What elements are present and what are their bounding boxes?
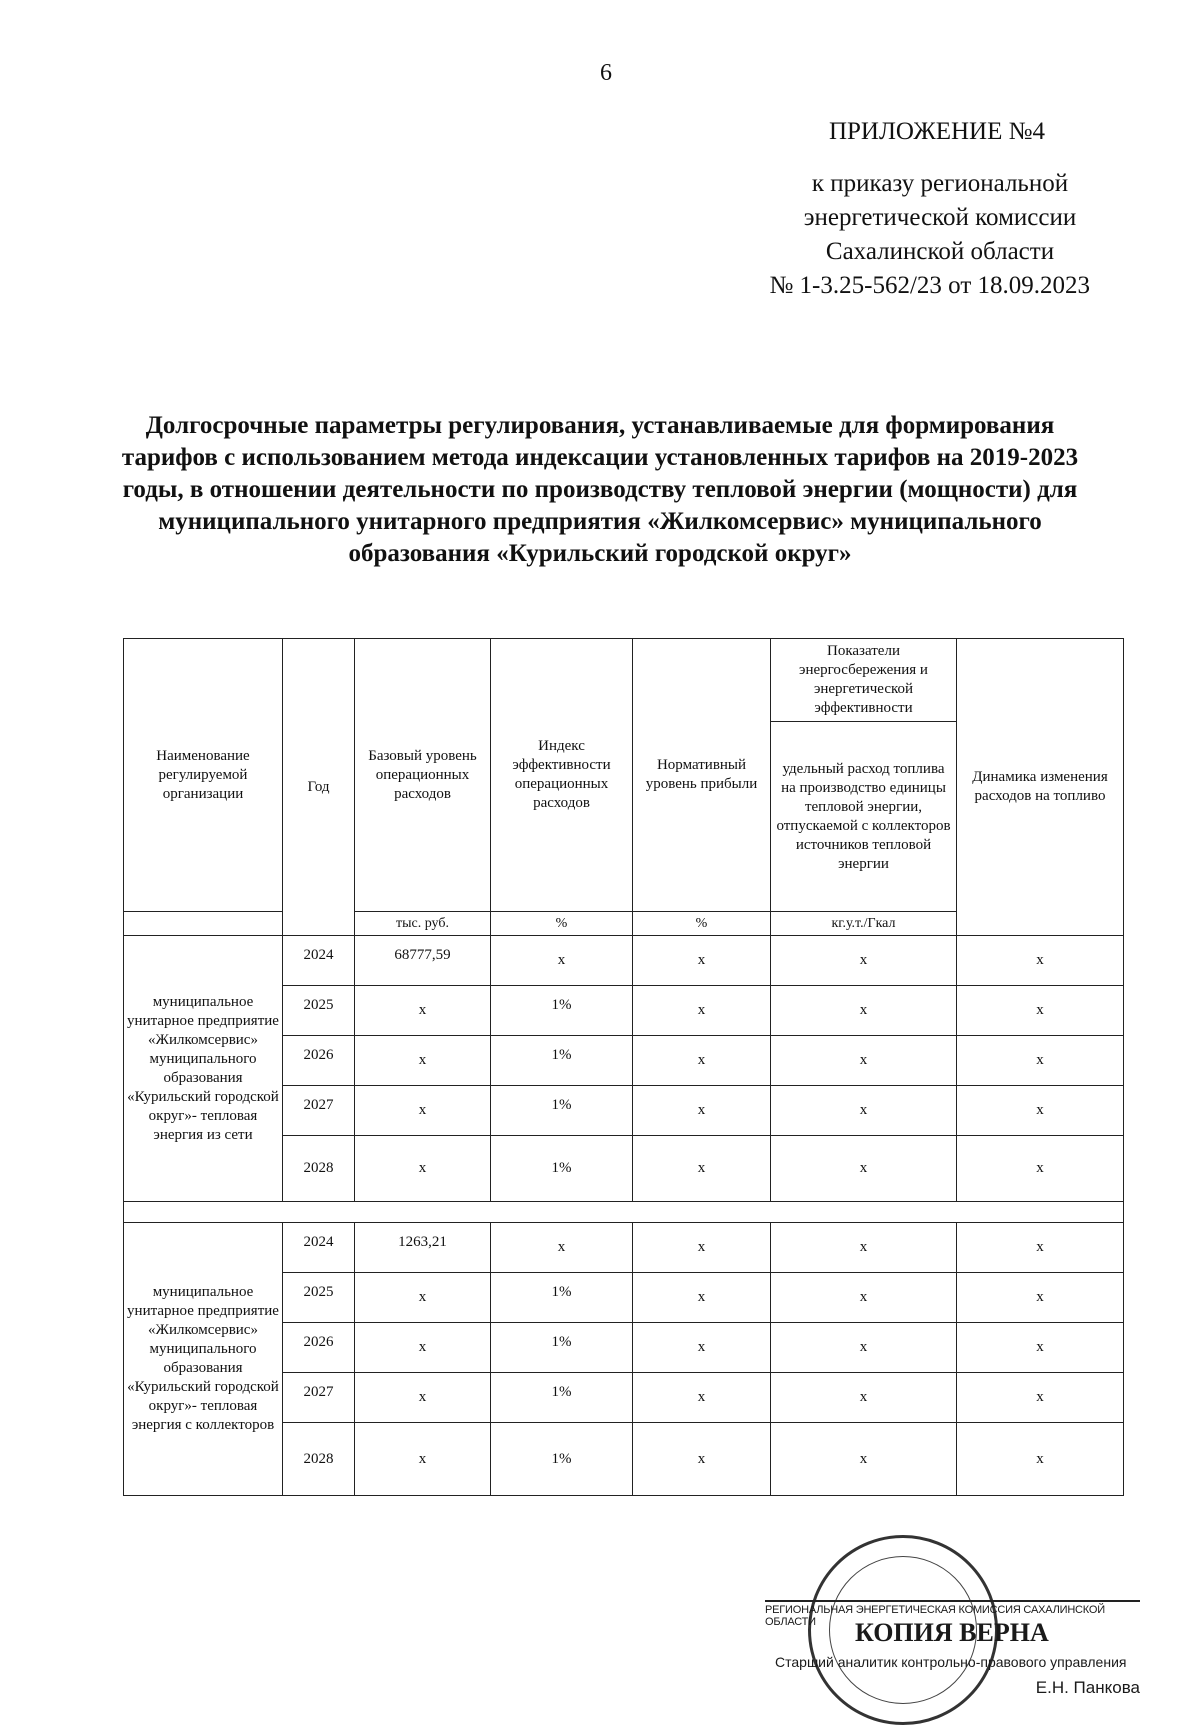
fuel-consumption-cell: x [771,1136,957,1202]
efficiency-index-cell: 1% [491,986,633,1036]
efficiency-index-cell: 1% [491,1423,633,1496]
fuel-dynamics-cell: x [957,1223,1124,1273]
fuel-consumption-cell: x [771,936,957,986]
year-cell: 2024 [283,936,355,986]
year-cell: 2025 [283,1273,355,1323]
profit-level-cell: x [633,1273,771,1323]
fuel-consumption-cell: x [771,1036,957,1086]
efficiency-index-cell: x [491,936,633,986]
unit-org [124,912,283,936]
group-spacer [124,1202,1124,1223]
profit-level-cell: x [633,1036,771,1086]
efficiency-index-cell: 1% [491,1373,633,1423]
profit-level-cell: x [633,1373,771,1423]
stamp-signer-name: Е.Н. Панкова [1035,1678,1140,1697]
base-level-cell: x [355,1273,491,1323]
stamp-copy-verified: КОПИЯ ВЕРНА [855,1618,1049,1647]
efficiency-index-cell: 1% [491,1036,633,1086]
base-level-cell: x [355,1036,491,1086]
page-number: 6 [600,60,612,86]
base-level-cell: x [355,1323,491,1373]
base-level-cell: x [355,1423,491,1496]
fuel-consumption-cell: x [771,1373,957,1423]
header-profit-level: Нормативный уровень прибыли [633,639,771,912]
org-name-cell: муниципальное унитарное предприятие «Жилкомсервис» муниципального образования «Курильский городской округ»- тепловая энергия с коллекторов [124,1223,283,1496]
unit-base-level: тыс. руб. [355,912,491,936]
fuel-dynamics-cell: x [957,1136,1124,1202]
profit-level-cell: x [633,1423,771,1496]
fuel-consumption-cell: x [771,1273,957,1323]
fuel-dynamics-cell: x [957,1373,1124,1423]
unit-fuel-consumption: кг.у.т./Гкал [771,912,957,936]
efficiency-index-cell: x [491,1223,633,1273]
base-level-cell: x [355,1136,491,1202]
profit-level-cell: x [633,986,771,1036]
profit-level-cell: x [633,1136,771,1202]
base-level-cell: x [355,986,491,1036]
year-cell: 2028 [283,1423,355,1496]
header-efficiency-index: Индекс эффективности операционных расходов [491,639,633,912]
document-title: Долгосрочные параметры регулирования, устанавливаемые для формирования тарифов с использованием метода индексации установленных тарифов на 2019-2023 годы, в отношении деятельности по производству тепловой энергии (мощности) для муниципального унитарного предприятия «Жилкомсервис» муниципального образования «Курильский городской округ» [121,412,1079,567]
base-level-cell: x [355,1086,491,1136]
fuel-consumption-cell: x [771,1323,957,1373]
profit-level-cell: x [633,1323,771,1373]
table-row [124,936,1124,986]
fuel-consumption-cell: x [771,1223,957,1273]
base-level-cell: 68777,59 [355,936,491,986]
profit-level-cell: x [633,936,771,986]
stamp-header: РЕГИОНАЛЬНАЯ ЭНЕРГЕТИЧЕСКАЯ КОМИССИЯ САХАЛИНСКОЙ ОБЛАСТИ [765,1600,1140,1628]
appendix-line: к приказу региональной [811,170,1069,197]
fuel-consumption-cell: x [771,1086,957,1136]
efficiency-index-cell: 1% [491,1136,633,1202]
fuel-dynamics-cell: x [957,986,1124,1036]
profit-level-cell: x [633,1086,771,1136]
fuel-dynamics-cell: x [957,1086,1124,1136]
appendix-line: энергетической комиссии [803,204,1077,231]
year-cell: 2026 [283,1036,355,1086]
year-cell: 2026 [283,1323,355,1373]
fuel-dynamics-cell: x [957,936,1124,986]
header-fuel-consumption: удельный расход топлива на производство единицы тепловой энергии, отпускаемой с коллекторов источников тепловой энергии [771,722,957,912]
unit-profit-level: % [633,912,771,936]
efficiency-index-cell: 1% [491,1323,633,1373]
year-cell: 2028 [283,1136,355,1202]
header-org: Наименование регулируемой организации [124,639,283,912]
fuel-consumption-cell: x [771,1423,957,1496]
fuel-dynamics-cell: x [957,1273,1124,1323]
unit-efficiency-index: % [491,912,633,936]
base-level-cell: 1263,21 [355,1223,491,1273]
efficiency-index-cell: 1% [491,1086,633,1136]
appendix-line: Сахалинской области [825,238,1055,265]
appendix-block [670,115,1090,303]
fuel-consumption-cell: x [771,986,957,1036]
appendix-order-number: № 1-3.25-562/23 от 18.09.2023 [769,272,1090,299]
appendix-title: ПРИЛОЖЕНИЕ №4 [828,118,1045,145]
parameters-table [123,638,1124,1496]
header-energy-group: Показатели энергосбережения и энергетической эффективности [771,639,957,722]
header-base-level: Базовый уровень операционных расходов [355,639,491,912]
header-year: Год [283,639,355,936]
org-name-cell: муниципальное унитарное предприятие «Жилкомсервис» муниципального образования «Курильский городской округ»- тепловая энергия из сети [124,936,283,1202]
header-fuel-dynamics: Динамика изменения расходов на топливо [957,639,1124,936]
fuel-dynamics-cell: x [957,1423,1124,1496]
year-cell: 2027 [283,1373,355,1423]
stamp-role: Старший аналитик контрольно-правового управления [775,1654,1127,1670]
year-cell: 2024 [283,1223,355,1273]
base-level-cell: x [355,1373,491,1423]
year-cell: 2025 [283,986,355,1036]
fuel-dynamics-cell: x [957,1323,1124,1373]
efficiency-index-cell: 1% [491,1273,633,1323]
year-cell: 2027 [283,1086,355,1136]
fuel-dynamics-cell: x [957,1036,1124,1086]
certification-stamp [765,1600,1140,1697]
profit-level-cell: x [633,1223,771,1273]
table-row [124,1223,1124,1273]
